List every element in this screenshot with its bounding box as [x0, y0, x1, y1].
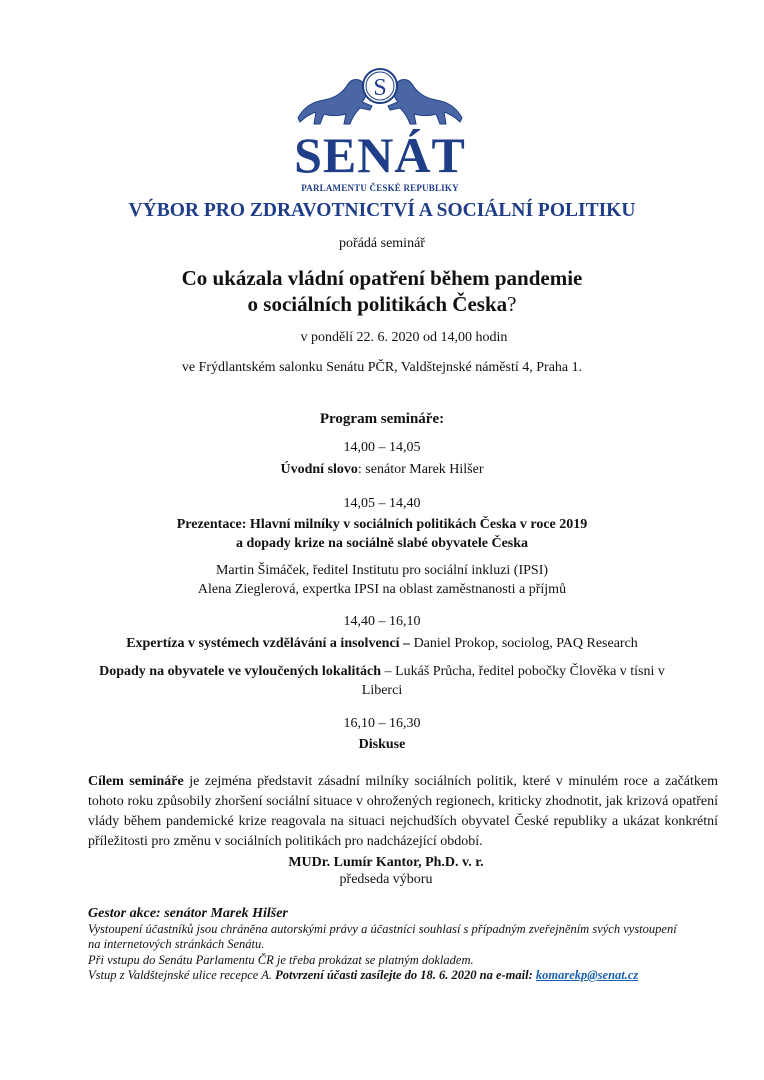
program-time-2: 14,05 – 14,40	[343, 496, 421, 511]
seminar-title-line1: Co ukázala vládní opatření během pandemie	[181, 266, 583, 290]
confirmation-text: Potvrzení účasti zasílejte do 18. 6. 2020 na e-mail:	[275, 968, 536, 982]
program-item-intro	[0, 462, 764, 478]
title-question-mark: ?	[507, 292, 517, 316]
entry-text: Vstup z Valdštejnské ulice recepce A.	[88, 968, 276, 982]
seminar-date: v pondělí 22. 6. 2020 od 14,00 hodin	[300, 330, 508, 345]
title-line2-text: o sociálních politikách Česka	[247, 292, 508, 316]
intro-text: : senátor Marek Hilšer	[357, 462, 484, 477]
program-item-expertise	[0, 636, 764, 652]
program-time-3: 14,40 – 16,10	[343, 614, 421, 629]
gestor-line: Gestor akce: senátor Marek Hilšer	[88, 906, 288, 921]
footer-line-2: na internetových stránkách Senátu.	[88, 937, 265, 951]
discussion-label: Diskuse	[358, 737, 406, 752]
presentation-line1: Prezentace: Hlavní milníky v sociálních politikách Česka v roce 2019	[176, 517, 588, 532]
speaker-2: Alena Zieglerová, expertka IPSI na oblast zaměstnanosti a příjmů	[197, 582, 567, 597]
organizes-text: pořádá seminář	[339, 236, 425, 251]
senat-wordmark: SENÁT	[294, 127, 466, 183]
impacts-text-cont: Liberci	[361, 683, 403, 698]
senat-subtitle: PARLAMENTU ČESKÉ REPUBLIKY	[301, 183, 459, 193]
expertise-label: Expertíza v systémech vzdělávání a insolvencí –	[126, 636, 411, 651]
email-link[interactable]: komarekp@senat.cz	[535, 968, 639, 982]
emblem-letter: S	[373, 75, 387, 101]
lions-emblem-icon	[290, 60, 470, 130]
impacts-label: Dopady na obyvatele ve vyloučených lokalitách	[99, 664, 382, 679]
footer-line-3: Při vstupu do Senátu Parlamentu ČR je třeba prokázat se platným dokladem.	[88, 952, 474, 967]
footer-line-1: Vystoupení účastníků jsou chráněna autorskými právy a účastníci souhlasí s případným zveřejněním svých vystoupení	[88, 921, 677, 936]
goal-text: je zejména představit zásadní milníky sociálních politik, které v minulém roce a začátkem tohoto roku způsobily zhoršení sociální situace v ohrožených regionech, kriticky zhodnotit, jak krizová opatření vlády během pandemické krize reagovala na situaci nejchudších obyvatel České republiky a ukázat konkrétní příležitosti pro změnu v sociálních politikách pro nadcházející období.	[88, 774, 718, 849]
presentation-line2: a dopady krize na sociálně slabé obyvatele Česka	[235, 536, 529, 551]
program-time-4: 16,10 – 16,30	[343, 716, 421, 731]
expertise-text: Daniel Prokop, sociolog, PAQ Research	[410, 636, 638, 651]
goal-paragraph	[88, 772, 718, 852]
program-heading: Program semináře:	[319, 411, 445, 427]
seminar-venue: ve Frýdlantském salonku Senátu PČR, Valdštejnské náměstí 4, Praha 1.	[181, 360, 583, 375]
senat-logo	[290, 60, 470, 195]
program-item-impacts	[0, 664, 764, 680]
intro-label: Úvodní slovo	[280, 462, 358, 477]
committee-title: VÝBOR PRO ZDRAVOTNICTVÍ A SOCIÁLNÍ POLITIKU	[128, 200, 636, 221]
goal-label: Cílem semináře	[88, 774, 184, 789]
speaker-1: Martin Šimáček, ředitel Institutu pro sociální inkluzi (IPSI)	[215, 563, 549, 578]
footer-line-4	[88, 968, 728, 984]
seminar-title-line2	[0, 292, 764, 317]
impacts-text: – Lukáš Průcha, ředitel pobočky Člověka v tísni v	[381, 664, 665, 679]
signature-name: MUDr. Lumír Kantor, Ph.D. v. r.	[288, 855, 484, 870]
signature-role: předseda výboru	[339, 872, 433, 887]
program-time-1: 14,00 – 14,05	[343, 440, 421, 455]
footer	[88, 906, 728, 984]
